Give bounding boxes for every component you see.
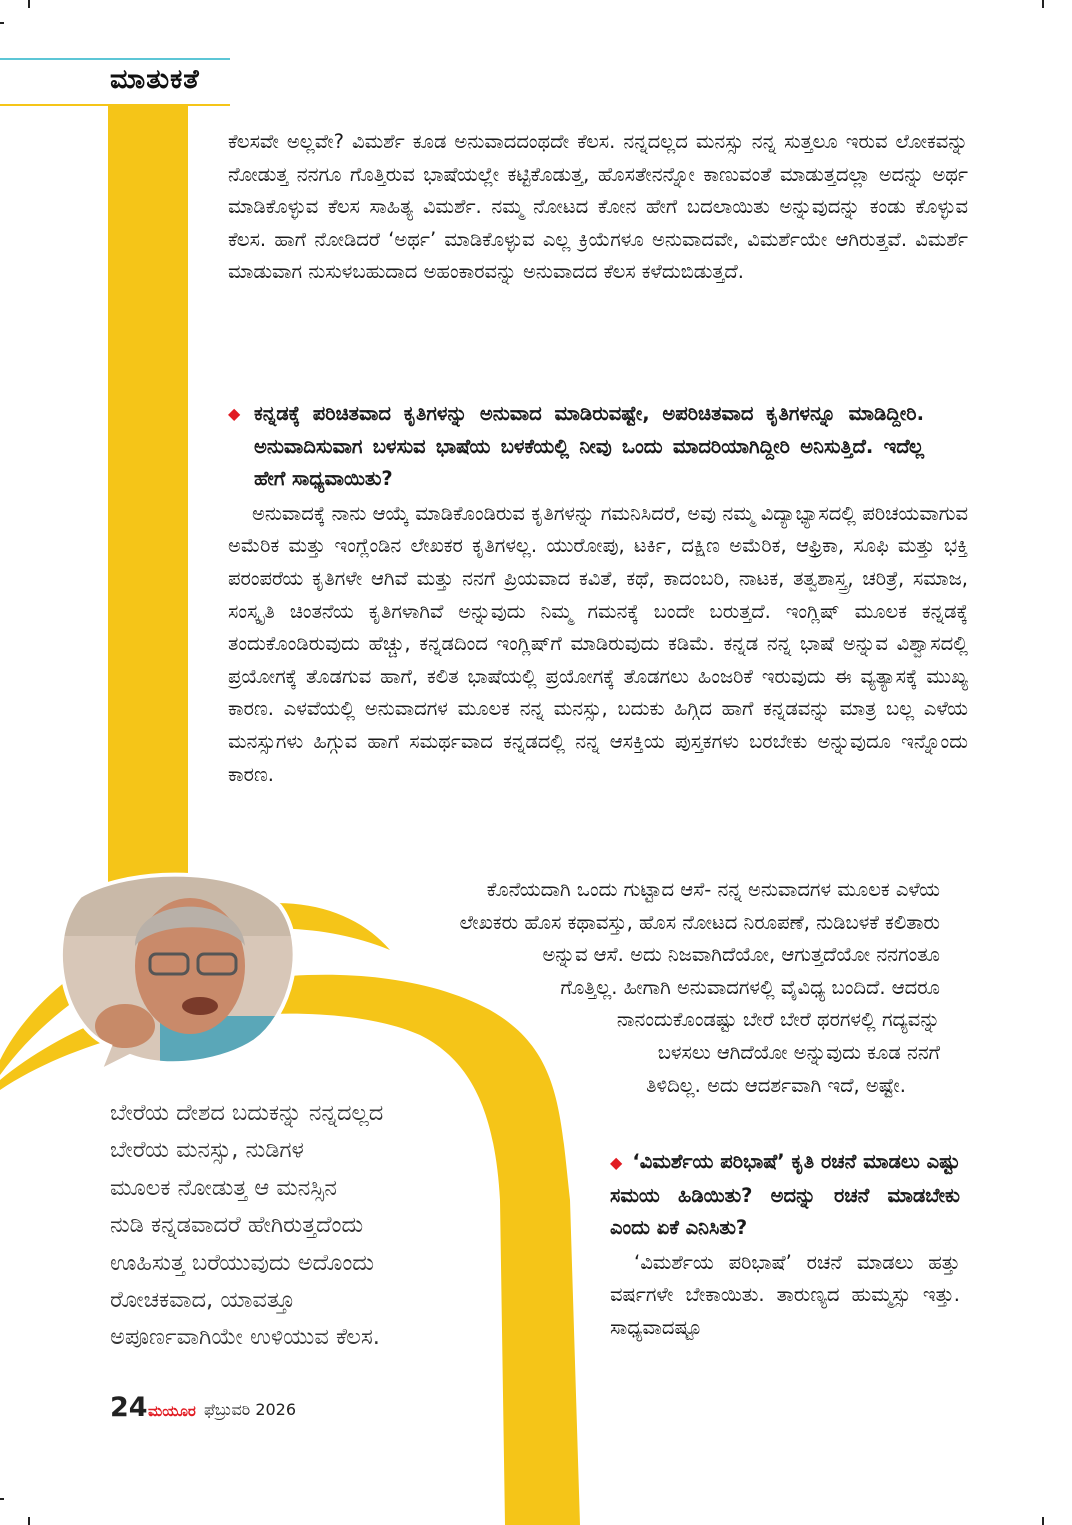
intro-paragraph-block [228, 126, 968, 289]
question-2-text: ‘ವಿಮರ್ಶೆಯ ಪರಿಭಾಷೆ’ ಕೃತಿ ರಚನೆ ಮಾಡಲು ಎಷ್ಟು ಸಮಯ ಹಿಡಿಯಿತು? ಅದನ್ನು ರಚನೆ ಮಾಡಬೇಕು ಎಂದು ಏಕೆ ಎನಿಸಿತು? [610, 1150, 960, 1240]
answer-1-line: ತಿಳಿದಿಲ್ಲ. ಅದು ಆದರ್ಶವಾಗಿ ಇದೆ, ಅಷ್ಟೇ. [646, 1073, 906, 1097]
question-1-block [228, 398, 968, 791]
page-number: 24 [110, 1392, 148, 1423]
section-label: ಮಾತುಕತೆ [110, 64, 200, 95]
question-1-text: ಕನ್ನಡಕ್ಕೆ ಪರಿಚಿತವಾದ ಕೃತಿಗಳನ್ನು ಅನುವಾದ ಮಾಡಿರುವಷ್ಟೇ, ಅಪರಿಚಿತವಾದ ಕೃತಿಗಳನ್ನೂ ಮಾಡಿದ್ದೀರಿ. ಅನುವಾದಿಸುವಾಗ ಬಳಸುವ ಭಾಷೆಯ ಬಳಕೆಯಲ್ಲಿ ನೀವು ಒಂದು ಮಾದರಿಯಾಗಿದ್ದೀರಿ ಅನಿಸುತ್ತಿದೆ. ಇದೆಲ್ಲ ಹೇಗೆ ಸಾಧ್ಯವಾಯಿತು? [254, 402, 924, 491]
pull-quote-line: ಊಹಿಸುತ್ತ ಬರೆಯುವುದು ಅದೊಂದು [110, 1249, 374, 1276]
answer-1-line: ಲೇಖಕರು ಹೊಸ ಕಥಾವಸ್ತು, ಹೊಸ ನೋಟದ ನಿರೂಪಣೆ, ನುಡಿಬಳಕೆ ಕಲಿತಾರು [459, 910, 940, 934]
pull-quote-line: ಬೇರೆಯ ಮನಸ್ಸು, ನುಡಿಗಳ [110, 1137, 304, 1164]
question-2 [610, 1146, 960, 1245]
issue-date: ಫೆಬ್ರುವರಿ 2026 [204, 1400, 297, 1419]
red-diamond-icon: ◆ [610, 1153, 623, 1172]
question-2-block [610, 1146, 960, 1345]
answer-1-line: ಗೊತ್ತಿಲ್ಲ. ಹೀಗಾಗಿ ಅನುವಾದಗಳಲ್ಲಿ ವೈವಿಧ್ಯ ಬಂದಿದೆ. ಆದರೂ [560, 975, 940, 999]
red-diamond-icon: ◆ [228, 404, 241, 423]
answer-2: ‘ವಿಮರ್ಶೆಯ ಪರಿಭಾಷೆ’ ರಚನೆ ಮಾಡಲು ಹತ್ತು ವರ್ಷಗಳೇ ಬೇಕಾಯಿತು. ತಾರುಣ್ಯದ ಹುಮ್ಮಸ್ಸು ಇತ್ತು. ಸಾಧ್ಯವಾದಷ್ಟೂ [610, 1250, 960, 1339]
pull-quote-line: ರೋಚಕವಾದ, ಯಾವತ್ತೂ [110, 1287, 296, 1314]
header-rule-yellow [0, 104, 230, 106]
answer-1-line: ಅನ್ನುವ ಆಸೆ. ಅದು ನಿಜವಾಗಿದೆಯೋ, ಆಗುತ್ತದೆಯೋ ನನಗಂತೂ [542, 943, 940, 967]
pull-quote-line: ಮೂಲಕ ನೋಡುತ್ತ ಆ ಮನಸ್ಸಿನ [110, 1174, 337, 1201]
portrait-photo [40, 866, 300, 1076]
pull-quote-line: ನುಡಿ ಕನ್ನಡವಾದರೆ ಹೇಗಿರುತ್ತದೆಂದು [110, 1212, 364, 1239]
answer-1-line: ನಾನಂದುಕೊಂಡಷ್ಟು ಬೇರೆ ಬೇರೆ ಥರಗಳಲ್ಲಿ ಗದ್ಯವನ್ನು [616, 1008, 940, 1032]
answer-1-continued [228, 874, 968, 1102]
answer-1-line: ಕೊನೆಯದಾಗಿ ಒಂದು ಗುಟ್ಟಾದ ಆಸೆ- ನನ್ನ ಅನುವಾದಗಳ ಮೂಲಕ ಎಳೆಯ [486, 878, 940, 901]
magazine-logo: ಮಯೂರ [148, 1402, 196, 1420]
intro-paragraph: ಕೆಲಸವೇ ಅಲ್ಲವೇ? ವಿಮರ್ಶೆ ಕೂಡ ಅನುವಾದದಂಥದೇ ಕೆಲಸ. ನನ್ನದಲ್ಲದ ಮನಸ್ಸು ನನ್ನ ಸುತ್ತಲೂ ಇರುವ ಲೋಕವನ್ನು ನೋಡುತ್ತ ನನಗೂ ಗೊತ್ತಿರುವ ಭಾಷೆಯಲ್ಲೇ ಕಟ್ಟಿಕೊಡುತ್ತ, ಹೊಸತೇನನ್ನೋ ಕಾಣುವಂತೆ ಮಾಡುತ್ತದಲ್ಲಾ ಅದನ್ನು ಅರ್ಥ ಮಾಡಿಕೊಳ್ಳುವ ಕೆಲಸ ಸಾಹಿತ್ಯ ವಿಮರ್ಶೆ. ನಮ್ಮ ನೋಟದ ಕೋನ ಹೇಗೆ ಬದಲಾಯಿತು ಅನ್ನುವುದನ್ನು ಕಂಡು ಕೊಳ್ಳುವ ಕೆಲಸ. ಹಾಗೆ ನೋಡಿದರೆ ‘ಅರ್ಥ’ ಮಾಡಿಕೊಳ್ಳುವ ಎಲ್ಲ ಕ್ರಿಯೆಗಳೂ ಅನುವಾದವೇ, ವಿಮರ್ಶೆಯೇ ಆಗಿರುತ್ತವೆ. ವಿಮರ್ಶೆ ಮಾಡುವಾಗ ನುಸುಳಬಹುದಾದ ಅಹಂಕಾರವನ್ನು ಅನುವಾದದ ಕೆಲಸ ಕಳೆದುಬಿಡುತ್ತದೆ. [228, 130, 968, 284]
answer-1-line: ಬಳಸಲು ಆಗಿದೆಯೋ ಅನ್ನುವುದು ಕೂಡ ನನಗೆ [657, 1040, 940, 1064]
answer-1: ಅನುವಾದಕ್ಕೆ ನಾನು ಆಯ್ಕೆ ಮಾಡಿಕೊಂಡಿರುವ ಕೃತಿಗಳನ್ನು ಗಮನಿಸಿದರೆ, ಅವು ನಮ್ಮ ವಿದ್ಯಾಭ್ಯಾಸದಲ್ಲಿ ಪರಿಚಯವಾಗುವ ಅಮೆರಿಕ ಮತ್ತು ಇಂಗ್ಲೆಂಡಿನ ಲೇಖಕರ ಕೃತಿಗಳಲ್ಲ. ಯುರೋಪು, ಟರ್ಕಿ, ದಕ್ಷಿಣ ಅಮೆರಿಕ, ಆಫ್ರಿಕಾ, ಸೂಫಿ ಮತ್ತು ಭಕ್ತಿ ಪರಂಪರೆಯ ಕೃತಿಗಳೇ ಆಗಿವೆ ಮತ್ತು ನನಗೆ ಪ್ರಿಯವಾದ ಕವಿತೆ, ಕಥೆ, ಕಾದಂಬರಿ, ನಾಟಕ, ತತ್ವಶಾಸ್ತ್ರ, ಚರಿತ್ರೆ, ಸಮಾಜ, ಸಂಸ್ಕೃತಿ ಚಿಂತನೆಯ ಕೃತಿಗಳಾಗಿವೆ ಅನ್ನುವುದು ನಿಮ್ಮ ಗಮನಕ್ಕೆ ಬಂದೇ ಬರುತ್ತದೆ. ಇಂಗ್ಲಿಷ್ ಮೂಲಕ ಕನ್ನಡಕ್ಕೆ ತಂದುಕೊಂಡಿರುವುದು ಹೆಚ್ಚು, ಕನ್ನಡದಿಂದ ಇಂಗ್ಲಿಷ್‌ಗೆ ಮಾಡಿರುವುದು ಕಡಿಮೆ. ಕನ್ನಡ ನನ್ನ ಭಾಷೆ ಅನ್ನುವ ವಿಶ್ವಾಸದಲ್ಲಿ ಪ್ರಯೋಗಕ್ಕೆ ತೊಡಗುವ ಹಾಗೆ, ಕಲಿತ ಭಾಷೆಯಲ್ಲಿ ಪ್ರಯೋಗಕ್ಕೆ ತೊಡಗಲು ಹಿಂಜರಿಕೆ ಇರುವುದು ಈ ವ್ಯತ್ಯಾಸಕ್ಕೆ ಮುಖ್ಯ ಕಾರಣ. ಎಳವೆಯಲ್ಲಿ ಅನುವಾದಗಳ ಮೂಲಕ ನನ್ನ ಮನಸ್ಸು, ಬದುಕು ಹಿಗ್ಗಿದ ಹಾಗೆ ಕನ್ನಡವನ್ನು ಮಾತ್ರ ಬಲ್ಲ ಎಳೆಯ ಮನಸ್ಸುಗಳು ಹಿಗ್ಗುವ ಹಾಗೆ ಸಮರ್ಥವಾದ ಕನ್ನಡದಲ್ಲಿ ನನ್ನ ಆಸಕ್ತಿಯ ಪುಸ್ತಕಗಳು ಬರಬೇಕು ಅನ್ನುವುದೂ ಇನ್ನೊಂದು ಕಾರಣ. [228, 501, 968, 786]
question-1 [228, 398, 924, 496]
pull-quote-line: ಬೇರೆಯ ದೇಶದ ಬದುಕನ್ನು ನನ್ನದಲ್ಲದ [110, 1100, 384, 1126]
header-rule-cyan [0, 58, 230, 60]
pull-quote [110, 1095, 510, 1357]
pull-quote-line: ಅಪೂರ್ಣವಾಗಿಯೇ ಉಳಿಯುವ ಕೆಲಸ. [110, 1324, 380, 1351]
